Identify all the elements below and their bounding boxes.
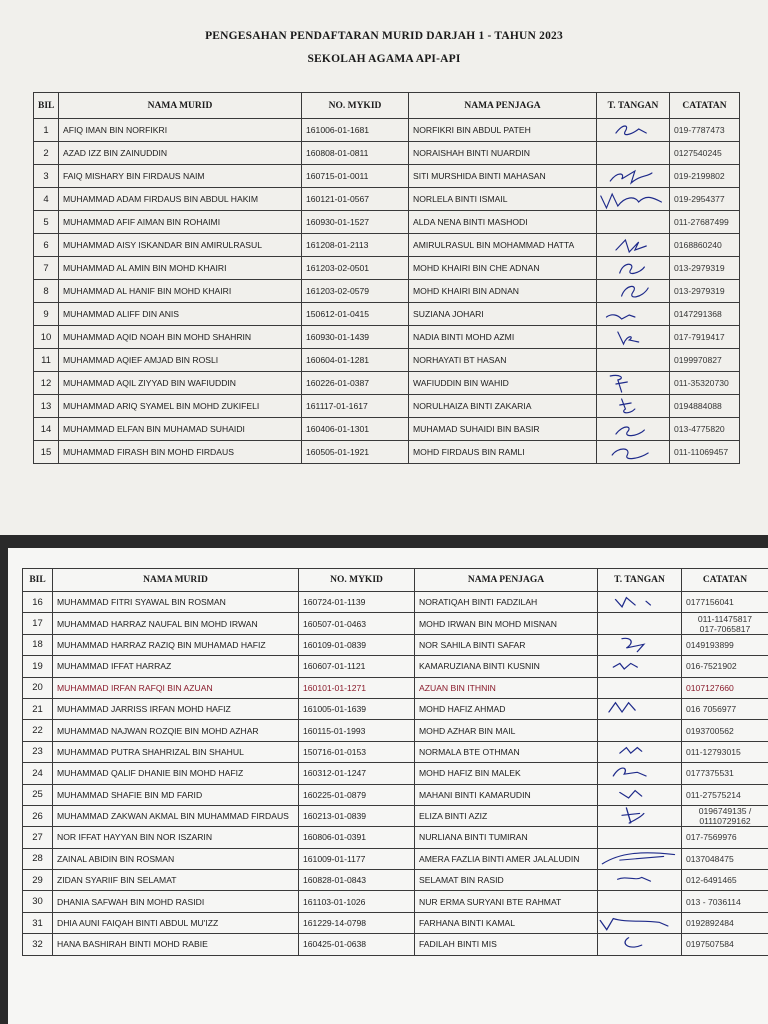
table-row <box>34 119 740 142</box>
table-row <box>34 395 740 418</box>
table-row <box>34 211 740 234</box>
row-number: 30 <box>23 891 53 912</box>
mykid-number: 150716-01-0153 <box>299 741 415 762</box>
signature-cell <box>597 119 670 142</box>
table-row <box>34 257 740 280</box>
guardian-name: MAHANI BINTI KAMARUDIN <box>415 784 598 805</box>
mykid-number: 160828-01-0843 <box>299 870 415 891</box>
phone-note: 0197507584 <box>682 934 768 955</box>
guardian-name: SELAMAT BIN RASID <box>415 870 598 891</box>
signature-mark <box>598 785 681 805</box>
row-number: 31 <box>23 912 53 933</box>
signature-mark <box>598 742 681 762</box>
table-row <box>23 891 768 912</box>
student-name: MUHAMMAD ELFAN BIN MUHAMAD SUHAIDI <box>59 418 302 441</box>
phone-note: 0147291368 <box>670 303 740 326</box>
student-name: MUHAMMAD FIRASH BIN MOHD FIRDAUS <box>59 441 302 464</box>
row-number: 2 <box>34 142 59 165</box>
row-number: 20 <box>23 677 53 698</box>
signature-cell <box>598 677 682 698</box>
phone-note: 0149193899 <box>682 634 768 655</box>
signature-cell <box>598 720 682 741</box>
student-name: MUHAMMAD SHAFIE BIN MD FARID <box>53 784 299 805</box>
phone-number: 011-11475817 <box>697 613 753 624</box>
signature-cell <box>597 372 670 395</box>
table-row <box>34 441 740 464</box>
phone-note <box>682 613 768 634</box>
header-tandatangan: T. TANGAN <box>598 569 682 592</box>
student-name: MUHAMMAD HARRAZ RAZIQ BIN MUHAMAD HAFIZ <box>53 634 299 655</box>
student-name: MUHAMMAD ADAM FIRDAUS BIN ABDUL HAKIM <box>59 188 302 211</box>
registration-table-1 <box>33 92 740 464</box>
row-number: 12 <box>34 372 59 395</box>
mykid-number: 160930-01-1439 <box>302 326 409 349</box>
table-row <box>23 870 768 891</box>
signature-cell <box>597 395 670 418</box>
table-row <box>34 165 740 188</box>
row-number: 21 <box>23 698 53 719</box>
mykid-number: 161203-02-0579 <box>302 280 409 303</box>
student-name: ZAINAL ABIDIN BIN ROSMAN <box>53 848 299 869</box>
row-number: 10 <box>34 326 59 349</box>
mykid-number: 161203-02-0501 <box>302 257 409 280</box>
signature-cell <box>597 418 670 441</box>
row-number: 9 <box>34 303 59 326</box>
table-row <box>23 698 768 719</box>
table-row <box>23 720 768 741</box>
phone-note: 011-35320730 <box>670 372 740 395</box>
student-name: MUHAMMAD JARRISS IRFAN MOHD HAFIZ <box>53 698 299 719</box>
table-row <box>34 326 740 349</box>
student-name: AZAD IZZ BIN ZAINUDDIN <box>59 142 302 165</box>
table-row <box>23 763 768 784</box>
guardian-name: MOHD KHAIRI BIN ADNAN <box>409 280 597 303</box>
phone-note: 0127540245 <box>670 142 740 165</box>
row-number: 32 <box>23 934 53 955</box>
signature-cell <box>597 165 670 188</box>
guardian-name: MOHD FIRDAUS BIN RAMLI <box>409 441 597 464</box>
student-name: MUHAMMAD AQID NOAH BIN MOHD SHAHRIN <box>59 326 302 349</box>
row-number: 8 <box>34 280 59 303</box>
mykid-number: 161103-01-1026 <box>299 891 415 912</box>
phone-note: 017-7569976 <box>682 827 768 848</box>
signature-mark <box>598 849 681 869</box>
row-number: 6 <box>34 234 59 257</box>
student-name: MUHAMMAD IFFAT HARRAZ <box>53 656 299 677</box>
signature-cell <box>597 234 670 257</box>
guardian-name: NORULHAIZA BINTI ZAKARIA <box>409 395 597 418</box>
signature-mark <box>597 418 669 440</box>
guardian-name: NADIA BINTI MOHD AZMI <box>409 326 597 349</box>
phone-note: 017-7919417 <box>670 326 740 349</box>
signature-cell <box>598 613 682 634</box>
guardian-name: KAMARUZIANA BINTI KUSNIN <box>415 656 598 677</box>
student-name: FAIQ MISHARY BIN FIRDAUS NAIM <box>59 165 302 188</box>
phone-note: 011-27687499 <box>670 211 740 234</box>
guardian-name: MOHD IRWAN BIN MOHD MISNAN <box>415 613 598 634</box>
guardian-name: NURLIANA BINTI TUMIRAN <box>415 827 598 848</box>
student-name: MUHAMMAD AQIEF AMJAD BIN ROSLI <box>59 349 302 372</box>
signature-cell <box>598 805 682 826</box>
student-name: AFIQ IMAN BIN NORFIKRI <box>59 119 302 142</box>
student-name: MUHAMMAD PUTRA SHAHRIZAL BIN SHAHUL <box>53 741 299 762</box>
table-row <box>23 741 768 762</box>
mykid-number: 161006-01-1681 <box>302 119 409 142</box>
registration-table-2 <box>22 568 768 956</box>
row-number: 24 <box>23 763 53 784</box>
row-number: 4 <box>34 188 59 211</box>
student-name: MUHAMMAD AISY ISKANDAR BIN AMIRULRASUL <box>59 234 302 257</box>
mykid-number: 160226-01-0387 <box>302 372 409 395</box>
phone-note: 012-6491465 <box>682 870 768 891</box>
table-row <box>23 784 768 805</box>
mykid-number: 161117-01-1617 <box>302 395 409 418</box>
signature-cell <box>598 634 682 655</box>
signature-mark <box>598 806 681 826</box>
row-number: 29 <box>23 870 53 891</box>
row-number: 5 <box>34 211 59 234</box>
mykid-number: 160406-01-1301 <box>302 418 409 441</box>
row-number: 15 <box>34 441 59 464</box>
student-name: MUHAMMAD QALIF DHANIE BIN MOHD HAFIZ <box>53 763 299 784</box>
phone-note: 0194884088 <box>670 395 740 418</box>
phone-note: 0177156041 <box>682 592 768 613</box>
guardian-name: FARHANA BINTI KAMAL <box>415 912 598 933</box>
signature-cell <box>597 211 670 234</box>
signature-mark <box>598 870 681 890</box>
signature-cell <box>598 848 682 869</box>
guardian-name: NUR ERMA SURYANI BTE RAHMAT <box>415 891 598 912</box>
signature-cell <box>598 934 682 955</box>
row-number: 16 <box>23 592 53 613</box>
guardian-name: MUHAMAD SUHAIDI BIN BASIR <box>409 418 597 441</box>
phone-note: 019-7787473 <box>670 119 740 142</box>
mykid-number: 160425-01-0638 <box>299 934 415 955</box>
phone-note: 0107127660 <box>682 677 768 698</box>
row-number: 3 <box>34 165 59 188</box>
guardian-name: NORHAYATI BT HASAN <box>409 349 597 372</box>
signature-cell <box>597 142 670 165</box>
guardian-name: NORATIQAH BINTI FADZILAH <box>415 592 598 613</box>
phone-note: 016-7521902 <box>682 656 768 677</box>
signature-cell <box>598 870 682 891</box>
phone-note: 013-4775820 <box>670 418 740 441</box>
header-catatan: CATATAN <box>670 93 740 119</box>
row-number: 28 <box>23 848 53 869</box>
mykid-number: 160507-01-0463 <box>299 613 415 634</box>
table-row <box>23 827 768 848</box>
phone-note: 0177375531 <box>682 763 768 784</box>
signature-cell <box>597 303 670 326</box>
document-title: PENGESAHAN PENDAFTARAN MURID DARJAH 1 - TAHUN 2023 <box>205 30 563 42</box>
header-catatan: CATATAN <box>682 569 768 592</box>
guardian-name: AZUAN BIN ITHNIN <box>415 677 598 698</box>
guardian-name: SUZIANA JOHARI <box>409 303 597 326</box>
table-row <box>34 349 740 372</box>
table-row <box>34 280 740 303</box>
signature-mark <box>598 656 681 676</box>
row-number: 27 <box>23 827 53 848</box>
signature-cell <box>598 592 682 613</box>
signature-cell <box>598 784 682 805</box>
mykid-number: 160607-01-1121 <box>299 656 415 677</box>
signature-cell <box>597 280 670 303</box>
signature-mark <box>598 635 681 655</box>
document-page-2 <box>8 548 768 1024</box>
signature-mark <box>598 913 681 933</box>
phone-note: 016 7056977 <box>682 698 768 719</box>
row-number: 18 <box>23 634 53 655</box>
header-mykid: NO. MYKID <box>302 93 409 119</box>
phone-note: 013-2979319 <box>670 257 740 280</box>
mykid-number: 160724-01-1139 <box>299 592 415 613</box>
signature-cell <box>597 188 670 211</box>
mykid-number: 160604-01-1281 <box>302 349 409 372</box>
guardian-name: NORMALA BTE OTHMAN <box>415 741 598 762</box>
mykid-number: 160101-01-1271 <box>299 677 415 698</box>
mykid-number: 161229-14-0798 <box>299 912 415 933</box>
signature-cell <box>597 349 670 372</box>
guardian-name: NORLELA BINTI ISMAIL <box>409 188 597 211</box>
phone-note: 013 - 7036114 <box>682 891 768 912</box>
header-nama-murid: NAMA MURID <box>53 569 299 592</box>
guardian-name: AMERA FAZLIA BINTI AMER JALALUDIN <box>415 848 598 869</box>
guardian-name: WAFIUDDIN BIN WAHID <box>409 372 597 395</box>
mykid-number: 160806-01-0391 <box>299 827 415 848</box>
header-bil: BIL <box>23 569 53 592</box>
student-name: MUHAMMAD AQIL ZIYYAD BIN WAFIUDDIN <box>59 372 302 395</box>
signature-mark <box>598 934 681 954</box>
signature-mark <box>597 234 669 256</box>
table-row <box>34 142 740 165</box>
guardian-name: MOHD AZHAR BIN MAIL <box>415 720 598 741</box>
student-name: MUHAMMAD ALIFF DIN ANIS <box>59 303 302 326</box>
header-nama-murid: NAMA MURID <box>59 93 302 119</box>
mykid-number: 160312-01-1247 <box>299 763 415 784</box>
row-number: 19 <box>23 656 53 677</box>
phone-note: 0193700562 <box>682 720 768 741</box>
mykid-number: 160225-01-0879 <box>299 784 415 805</box>
phone-note: 011-12793015 <box>682 741 768 762</box>
mykid-number: 160109-01-0839 <box>299 634 415 655</box>
mykid-number: 150612-01-0415 <box>302 303 409 326</box>
mykid-number: 160505-01-1921 <box>302 441 409 464</box>
mykid-number: 161208-01-2113 <box>302 234 409 257</box>
table-row <box>23 934 768 955</box>
phone-note: 0192892484 <box>682 912 768 933</box>
signature-mark <box>597 165 669 187</box>
row-number: 14 <box>34 418 59 441</box>
table-row <box>23 848 768 869</box>
table-row <box>23 613 768 634</box>
row-number: 7 <box>34 257 59 280</box>
signature-mark <box>597 303 669 325</box>
header-tandatangan: T. TANGAN <box>597 93 670 119</box>
signature-mark <box>597 188 669 210</box>
table-row <box>23 677 768 698</box>
table-row <box>23 592 768 613</box>
student-name: MUHAMMAD FITRI SYAWAL BIN ROSMAN <box>53 592 299 613</box>
student-name: NOR IFFAT HAYYAN BIN NOR ISZARIN <box>53 827 299 848</box>
student-name: DHANIA SAFWAH BIN MOHD RASIDI <box>53 891 299 912</box>
guardian-name: AMIRULRASUL BIN MOHAMMAD HATTA <box>409 234 597 257</box>
guardian-name: ELIZA BINTI AZIZ <box>415 805 598 826</box>
student-name: MUHAMMAD NAJWAN ROZQIE BIN MOHD AZHAR <box>53 720 299 741</box>
student-name: MUHAMMAD AL AMIN BIN MOHD KHAIRI <box>59 257 302 280</box>
row-number: 23 <box>23 741 53 762</box>
student-name: MUHAMMAD AFIF AIMAN BIN ROHAIMI <box>59 211 302 234</box>
signature-cell <box>598 741 682 762</box>
phone-number: 0196749135 / <box>698 806 752 817</box>
signature-cell <box>598 912 682 933</box>
phone-note: 011-11069457 <box>670 441 740 464</box>
signature-cell <box>597 257 670 280</box>
guardian-name: NOR SAHILA BINTI SAFAR <box>415 634 598 655</box>
mykid-number: 160930-01-1527 <box>302 211 409 234</box>
signature-cell <box>598 891 682 912</box>
mykid-number: 160808-01-0811 <box>302 142 409 165</box>
student-name: MUHAMMAD AL HANIF BIN MOHD KHAIRI <box>59 280 302 303</box>
student-name: MUHAMMAD ZAKWAN AKMAL BIN MUHAMMAD FIRDAUS <box>53 805 299 826</box>
signature-mark <box>597 372 669 394</box>
phone-note <box>682 805 768 826</box>
phone-note: 019-2199802 <box>670 165 740 188</box>
signature-mark <box>597 395 669 417</box>
signature-mark <box>597 119 669 141</box>
signature-mark <box>597 441 669 463</box>
row-number: 17 <box>23 613 53 634</box>
guardian-name: NORAISHAH BINTI NUARDIN <box>409 142 597 165</box>
mykid-number: 160121-01-0567 <box>302 188 409 211</box>
phone-note: 0168860240 <box>670 234 740 257</box>
guardian-name: NORFIKRI BIN ABDUL PATEH <box>409 119 597 142</box>
guardian-name: ALDA NENA BINTI MASHODI <box>409 211 597 234</box>
table-row <box>23 634 768 655</box>
mykid-number: 160213-01-0839 <box>299 805 415 826</box>
phone-number-secondary: 01110729162 <box>699 816 751 827</box>
table-row <box>34 303 740 326</box>
row-number: 1 <box>34 119 59 142</box>
table-row <box>23 656 768 677</box>
phone-note: 011-27575214 <box>682 784 768 805</box>
header-nama-penjaga: NAMA PENJAGA <box>415 569 598 592</box>
header-nama-penjaga: NAMA PENJAGA <box>409 93 597 119</box>
phone-note: 0199970827 <box>670 349 740 372</box>
table-row <box>34 188 740 211</box>
guardian-name: MOHD HAFIZ AHMAD <box>415 698 598 719</box>
student-name: ZIDAN SYARIIF BIN SELAMAT <box>53 870 299 891</box>
signature-mark <box>597 280 669 302</box>
signature-cell <box>598 698 682 719</box>
row-number: 13 <box>34 395 59 418</box>
mykid-number: 161005-01-1639 <box>299 698 415 719</box>
student-name: DHIA AUNI FAIQAH BINTI ABDUL MU'IZZ <box>53 912 299 933</box>
guardian-name: MOHD KHAIRI BIN CHE ADNAN <box>409 257 597 280</box>
mykid-number: 161009-01-1177 <box>299 848 415 869</box>
signature-cell <box>598 763 682 784</box>
signature-mark <box>597 326 669 348</box>
phone-number-secondary: 017-7065817 <box>699 623 751 634</box>
guardian-name: SITI MURSHIDA BINTI MAHASAN <box>409 165 597 188</box>
guardian-name: MOHD HAFIZ BIN MALEK <box>415 763 598 784</box>
row-number: 25 <box>23 784 53 805</box>
mykid-number: 160115-01-1993 <box>299 720 415 741</box>
signature-mark <box>598 763 681 783</box>
row-number: 26 <box>23 805 53 826</box>
table-row <box>34 418 740 441</box>
signature-mark <box>598 699 681 719</box>
table-row <box>23 912 768 933</box>
header-bil: BIL <box>34 93 59 119</box>
row-number: 22 <box>23 720 53 741</box>
phone-note: 013-2979319 <box>670 280 740 303</box>
mykid-number: 160715-01-0011 <box>302 165 409 188</box>
guardian-name: FADILAH BINTI MIS <box>415 934 598 955</box>
student-name: MUHAMMAD IRFAN RAFQI BIN AZUAN <box>53 677 299 698</box>
student-name: MUHAMMAD HARRAZ NAUFAL BIN MOHD IRWAN <box>53 613 299 634</box>
signature-cell <box>598 656 682 677</box>
student-name: MUHAMMAD ARIQ SYAMEL BIN MOHD ZUKIFELI <box>59 395 302 418</box>
phone-note: 019-2954377 <box>670 188 740 211</box>
signature-cell <box>598 827 682 848</box>
table-row <box>34 372 740 395</box>
signature-mark <box>597 257 669 279</box>
phone-note: 0137048475 <box>682 848 768 869</box>
signature-cell <box>597 441 670 464</box>
signature-mark <box>598 592 681 612</box>
header-mykid: NO. MYKID <box>299 569 415 592</box>
row-number: 11 <box>34 349 59 372</box>
document-subtitle: SEKOLAH AGAMA API-API <box>307 53 461 65</box>
student-name: HANA BASHIRAH BINTI MOHD RABIE <box>53 934 299 955</box>
table-row <box>23 805 768 826</box>
signature-cell <box>597 326 670 349</box>
table-row <box>34 234 740 257</box>
